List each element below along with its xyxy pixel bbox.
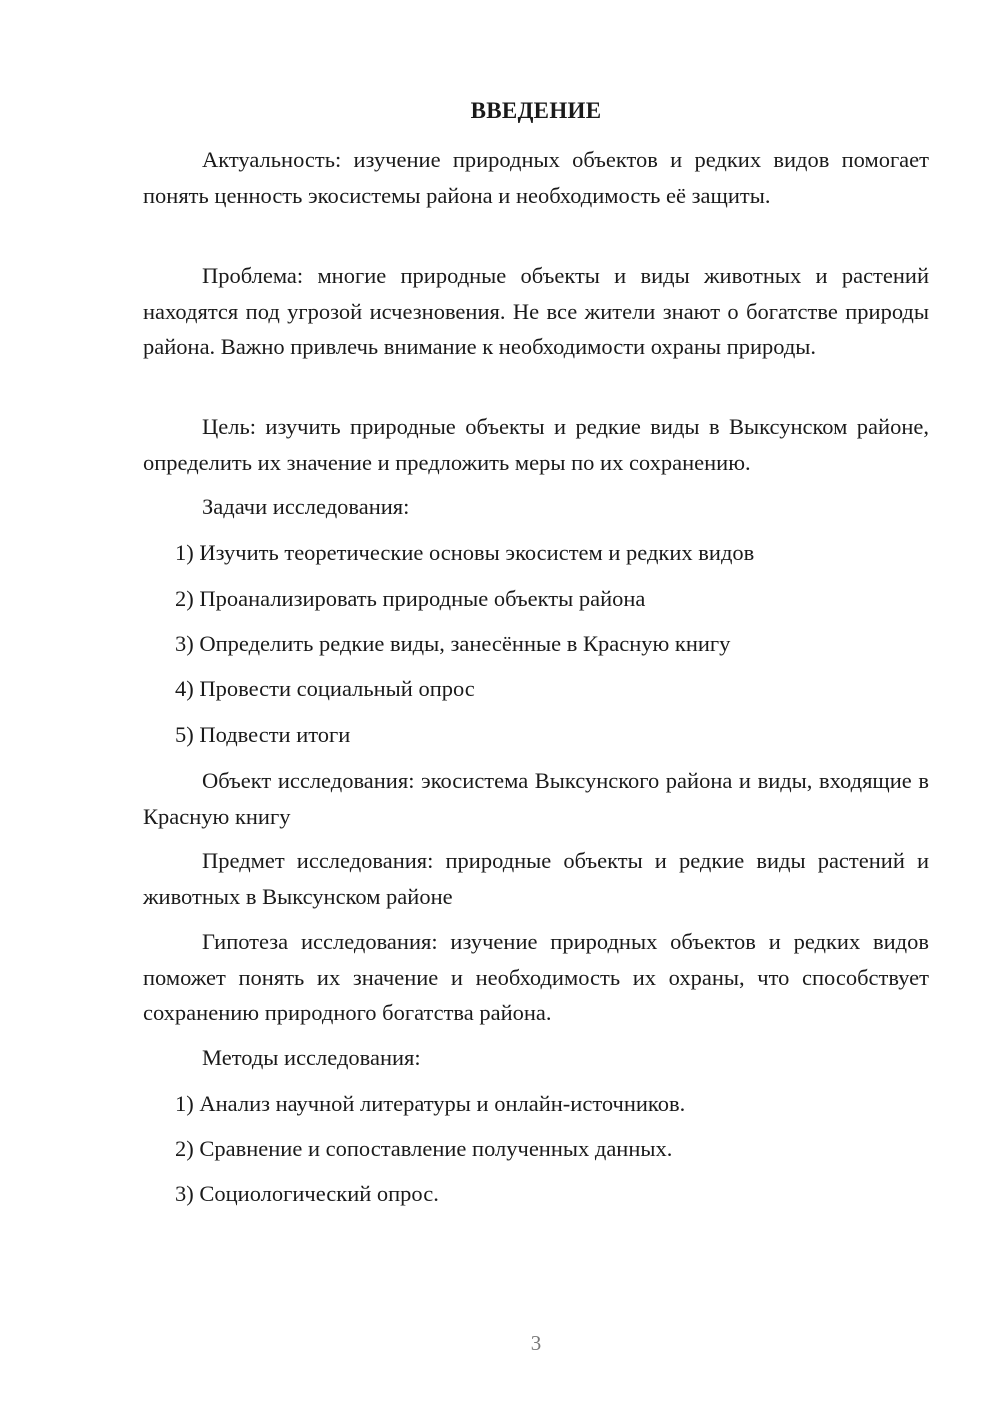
method-item-1: 1) Анализ научной литературы и онлайн-источников. [175, 1091, 686, 1116]
tasks-heading: Задачи исследования: [202, 494, 410, 519]
hypothesis-paragraph: Гипотеза исследования: изучение природных объектов и редких видов поможет понять их значение и необходимость их охраны, что способствует сохранению природного богатства района. [143, 929, 929, 1025]
problem-paragraph: Проблема: многие природные объекты и виды животных и растений находятся под угрозой исчезновения. Не все жители знают о богатстве природы района. Важно привлечь внимание к необходимости охраны природы. [143, 263, 929, 359]
task-item-5: 5) Подвести итоги [175, 722, 351, 747]
task-item-4: 4) Провести социальный опрос [175, 676, 475, 701]
task-item-2: 2) Проанализировать природные объекты района [175, 586, 646, 611]
method-item-2: 2) Сравнение и сопоставление полученных данных. [175, 1136, 673, 1161]
task-item-1: 1) Изучить теоретические основы экосистем и редких видов [175, 540, 755, 565]
subject-paragraph: Предмет исследования: природные объекты и редкие виды растений и животных в Выксунском районе [143, 848, 929, 909]
page-number: 3 [530, 1331, 542, 1355]
task-item-3: 3) Определить редкие виды, занесённые в Красную книгу [175, 631, 731, 656]
object-paragraph: Объект исследования: экосистема Выксунского района и виды, входящие в Красную книгу [143, 768, 929, 829]
method-item-3: 3) Социологический опрос. [175, 1181, 439, 1206]
goal-paragraph: Цель: изучить природные объекты и редкие виды в Выксунском районе, определить их значение и предложить меры по их сохранению. [143, 414, 929, 475]
page-title: ВВЕДЕНИЕ [470, 98, 602, 123]
relevance-paragraph: Актуальность: изучение природных объектов и редких видов помогает понять ценность экосистемы района и необходимость её защиты. [143, 147, 929, 208]
methods-heading: Методы исследования: [202, 1045, 421, 1070]
